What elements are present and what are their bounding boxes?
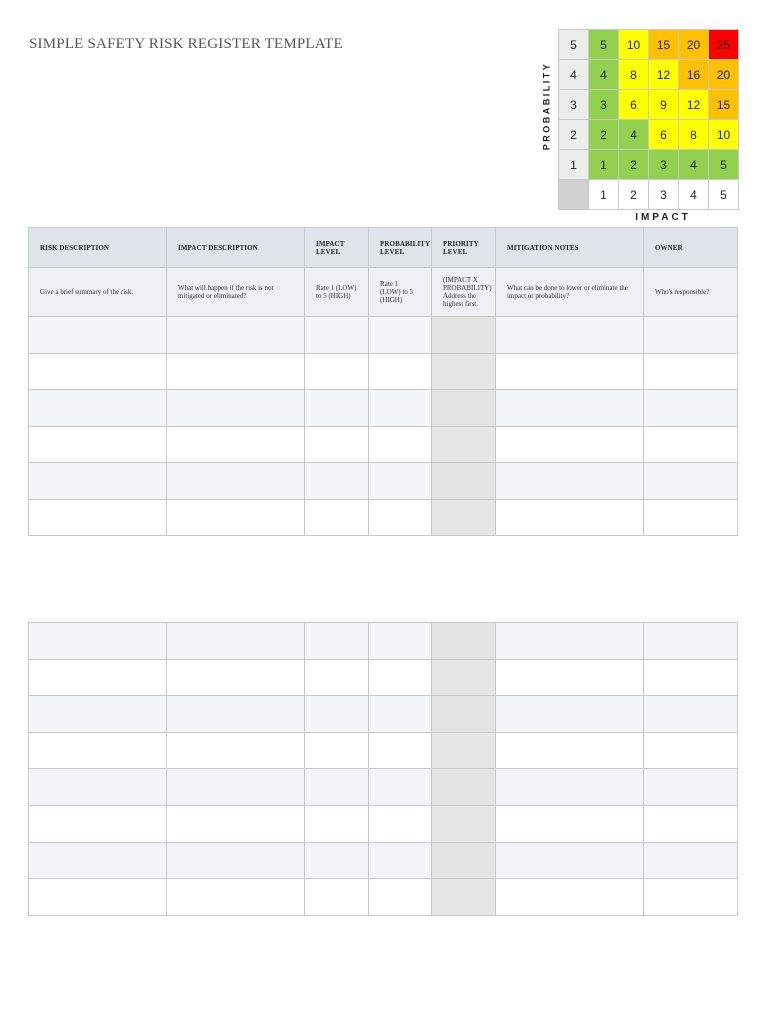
cell-owner[interactable] xyxy=(644,842,738,879)
cell-owner[interactable] xyxy=(644,623,738,660)
cell-risk-description[interactable] xyxy=(29,879,167,916)
matrix-score-cell: 2 xyxy=(619,150,649,180)
cell-mitigation-notes[interactable] xyxy=(496,426,644,463)
matrix-score-cell: 5 xyxy=(589,30,619,60)
cell-mitigation-notes[interactable] xyxy=(496,390,644,427)
header-probability-level: PROBABILITY LEVEL xyxy=(369,228,432,268)
hint-priority-level: (IMPACT X PROBABILITY) Address the highest first. xyxy=(432,268,496,317)
matrix-impact-tick: 2 xyxy=(619,180,649,210)
cell-impact-level[interactable] xyxy=(305,353,369,390)
cell-probability-level[interactable] xyxy=(369,353,432,390)
header-impact-level: IMPACT LEVEL xyxy=(305,228,369,268)
cell-probability-level[interactable] xyxy=(369,696,432,733)
table-row xyxy=(29,732,738,769)
cell-priority-level[interactable] xyxy=(432,499,496,536)
cell-impact-description[interactable] xyxy=(167,659,305,696)
matrix-score-cell: 8 xyxy=(619,60,649,90)
cell-mitigation-notes[interactable] xyxy=(496,659,644,696)
cell-impact-description[interactable] xyxy=(167,499,305,536)
table-row xyxy=(29,623,738,660)
cell-risk-description[interactable] xyxy=(29,696,167,733)
header-mitigation-notes: MITIGATION NOTES xyxy=(496,228,644,268)
cell-risk-description[interactable] xyxy=(29,659,167,696)
cell-impact-level[interactable] xyxy=(305,659,369,696)
matrix-probability-tick: 4 xyxy=(559,60,589,90)
cell-mitigation-notes[interactable] xyxy=(496,842,644,879)
matrix-score-cell: 12 xyxy=(649,60,679,90)
cell-impact-description[interactable] xyxy=(167,805,305,842)
cell-probability-level[interactable] xyxy=(369,842,432,879)
matrix-score-cell: 2 xyxy=(589,120,619,150)
cell-impact-description[interactable] xyxy=(167,623,305,660)
cell-impact-level[interactable] xyxy=(305,805,369,842)
table-instruction-row xyxy=(29,268,738,317)
matrix-score-cell: 5 xyxy=(709,150,739,180)
cell-owner[interactable] xyxy=(644,317,738,354)
cell-impact-level[interactable] xyxy=(305,623,369,660)
table-row xyxy=(29,805,738,842)
cell-owner[interactable] xyxy=(644,390,738,427)
header-owner: OWNER xyxy=(644,228,738,268)
cell-mitigation-notes[interactable] xyxy=(496,805,644,842)
cell-risk-description[interactable] xyxy=(29,499,167,536)
cell-priority-level[interactable] xyxy=(432,317,496,354)
cell-priority-level[interactable] xyxy=(432,463,496,500)
matrix-score-cell: 1 xyxy=(589,150,619,180)
table-row xyxy=(29,769,738,806)
cell-risk-description[interactable] xyxy=(29,426,167,463)
cell-owner[interactable] xyxy=(644,696,738,733)
cell-risk-description[interactable] xyxy=(29,463,167,500)
cell-impact-level[interactable] xyxy=(305,696,369,733)
cell-impact-description[interactable] xyxy=(167,842,305,879)
table-row xyxy=(29,353,738,390)
cell-risk-description[interactable] xyxy=(29,732,167,769)
matrix-score-cell: 6 xyxy=(619,90,649,120)
cell-priority-level[interactable] xyxy=(432,879,496,916)
cell-mitigation-notes[interactable] xyxy=(496,463,644,500)
matrix-score-cell: 10 xyxy=(619,30,649,60)
cell-mitigation-notes[interactable] xyxy=(496,879,644,916)
matrix-probability-tick: 5 xyxy=(559,30,589,60)
cell-priority-level[interactable] xyxy=(432,659,496,696)
header-priority-level: PRIORITY LEVEL xyxy=(432,228,496,268)
matrix-corner xyxy=(559,180,589,210)
matrix-score-cell: 6 xyxy=(649,120,679,150)
cell-probability-level[interactable] xyxy=(369,623,432,660)
probability-axis-label: PROBABILITY xyxy=(541,61,552,151)
cell-owner[interactable] xyxy=(644,499,738,536)
cell-impact-level[interactable] xyxy=(305,842,369,879)
matrix-score-cell: 15 xyxy=(649,30,679,60)
cell-risk-description[interactable] xyxy=(29,623,167,660)
matrix-score-cell: 25 xyxy=(709,30,739,60)
cell-risk-description[interactable] xyxy=(29,353,167,390)
cell-probability-level[interactable] xyxy=(369,463,432,500)
matrix-score-cell: 4 xyxy=(619,120,649,150)
cell-priority-level[interactable] xyxy=(432,769,496,806)
impact-axis-label: IMPACT xyxy=(635,212,691,223)
table-row xyxy=(29,659,738,696)
cell-owner[interactable] xyxy=(644,463,738,500)
cell-priority-level[interactable] xyxy=(432,426,496,463)
cell-risk-description[interactable] xyxy=(29,842,167,879)
matrix-score-cell: 16 xyxy=(679,60,709,90)
cell-impact-description[interactable] xyxy=(167,463,305,500)
cell-impact-level[interactable] xyxy=(305,879,369,916)
cell-probability-level[interactable] xyxy=(369,499,432,536)
cell-impact-description[interactable] xyxy=(167,732,305,769)
table-row xyxy=(29,879,738,916)
header-impact-description: IMPACT DESCRIPTION xyxy=(167,228,305,268)
cell-owner[interactable] xyxy=(644,732,738,769)
matrix-score-cell: 15 xyxy=(709,90,739,120)
table-row xyxy=(29,696,738,733)
cell-impact-level[interactable] xyxy=(305,317,369,354)
matrix-score-cell: 8 xyxy=(679,120,709,150)
hint-mitigation-notes: What can be done to lower or eliminate the impact or probability? xyxy=(496,268,644,317)
table-row xyxy=(29,499,738,536)
cell-mitigation-notes[interactable] xyxy=(496,769,644,806)
cell-owner[interactable] xyxy=(644,353,738,390)
table-row xyxy=(29,463,738,500)
cell-impact-level[interactable] xyxy=(305,499,369,536)
table-row xyxy=(29,390,738,427)
cell-probability-level[interactable] xyxy=(369,390,432,427)
hint-owner: Who's responsible? xyxy=(644,268,738,317)
hint-risk-description: Give a brief summary of the risk. xyxy=(29,268,167,317)
cell-owner[interactable] xyxy=(644,879,738,916)
page-title: SIMPLE SAFETY RISK REGISTER TEMPLATE xyxy=(29,36,343,52)
cell-mitigation-notes[interactable] xyxy=(496,499,644,536)
cell-probability-level[interactable] xyxy=(369,805,432,842)
cell-owner[interactable] xyxy=(644,769,738,806)
matrix-probability-tick: 1 xyxy=(559,150,589,180)
cell-impact-description[interactable] xyxy=(167,879,305,916)
cell-priority-level[interactable] xyxy=(432,805,496,842)
cell-mitigation-notes[interactable] xyxy=(496,353,644,390)
cell-risk-description[interactable] xyxy=(29,317,167,354)
header-risk-description: RISK DESCRIPTION xyxy=(29,228,167,268)
cell-impact-level[interactable] xyxy=(305,426,369,463)
matrix-impact-tick: 5 xyxy=(709,180,739,210)
cell-impact-description[interactable] xyxy=(167,390,305,427)
matrix-impact-tick: 3 xyxy=(649,180,679,210)
cell-impact-description[interactable] xyxy=(167,769,305,806)
cell-probability-level[interactable] xyxy=(369,317,432,354)
matrix-score-cell: 10 xyxy=(709,120,739,150)
cell-impact-description[interactable] xyxy=(167,696,305,733)
cell-probability-level[interactable] xyxy=(369,769,432,806)
hint-probability-level: Rate 1 (LOW) to 5 (HIGH) xyxy=(369,268,432,317)
matrix-probability-tick: 2 xyxy=(559,120,589,150)
risk-register-table xyxy=(28,227,738,536)
matrix-score-cell: 20 xyxy=(709,60,739,90)
cell-priority-level[interactable] xyxy=(432,732,496,769)
cell-risk-description[interactable] xyxy=(29,390,167,427)
matrix-score-cell: 20 xyxy=(679,30,709,60)
cell-priority-level[interactable] xyxy=(432,696,496,733)
hint-impact-description: What will happen if the risk is not mitigated or eliminated? xyxy=(167,268,305,317)
table-header-row xyxy=(29,228,738,268)
cell-priority-level[interactable] xyxy=(432,623,496,660)
matrix-score-cell: 9 xyxy=(649,90,679,120)
cell-priority-level[interactable] xyxy=(432,842,496,879)
cell-impact-description[interactable] xyxy=(167,317,305,354)
matrix-probability-tick: 3 xyxy=(559,90,589,120)
cell-probability-level[interactable] xyxy=(369,426,432,463)
matrix-score-cell: 12 xyxy=(679,90,709,120)
cell-impact-level[interactable] xyxy=(305,769,369,806)
cell-impact-level[interactable] xyxy=(305,390,369,427)
cell-mitigation-notes[interactable] xyxy=(496,623,644,660)
cell-mitigation-notes[interactable] xyxy=(496,696,644,733)
cell-impact-description[interactable] xyxy=(167,426,305,463)
matrix-score-cell: 4 xyxy=(679,150,709,180)
cell-owner[interactable] xyxy=(644,426,738,463)
cell-risk-description[interactable] xyxy=(29,769,167,806)
risk-matrix xyxy=(558,29,739,210)
table-row xyxy=(29,426,738,463)
cell-priority-level[interactable] xyxy=(432,353,496,390)
cell-mitigation-notes[interactable] xyxy=(496,732,644,769)
table-row xyxy=(29,842,738,879)
cell-risk-description[interactable] xyxy=(29,805,167,842)
table-row xyxy=(29,317,738,354)
cell-mitigation-notes[interactable] xyxy=(496,317,644,354)
cell-impact-description[interactable] xyxy=(167,353,305,390)
cell-owner[interactable] xyxy=(644,805,738,842)
matrix-impact-tick: 1 xyxy=(589,180,619,210)
matrix-score-cell: 3 xyxy=(649,150,679,180)
cell-priority-level[interactable] xyxy=(432,390,496,427)
hint-impact-level: Rate 1 (LOW) to 5 (HIGH) xyxy=(305,268,369,317)
matrix-score-cell: 4 xyxy=(589,60,619,90)
cell-impact-level[interactable] xyxy=(305,463,369,500)
cell-owner[interactable] xyxy=(644,659,738,696)
cell-probability-level[interactable] xyxy=(369,879,432,916)
cell-impact-level[interactable] xyxy=(305,732,369,769)
cell-probability-level[interactable] xyxy=(369,732,432,769)
cell-probability-level[interactable] xyxy=(369,659,432,696)
matrix-score-cell: 3 xyxy=(589,90,619,120)
matrix-impact-tick: 4 xyxy=(679,180,709,210)
risk-register-table-continued xyxy=(28,622,738,916)
